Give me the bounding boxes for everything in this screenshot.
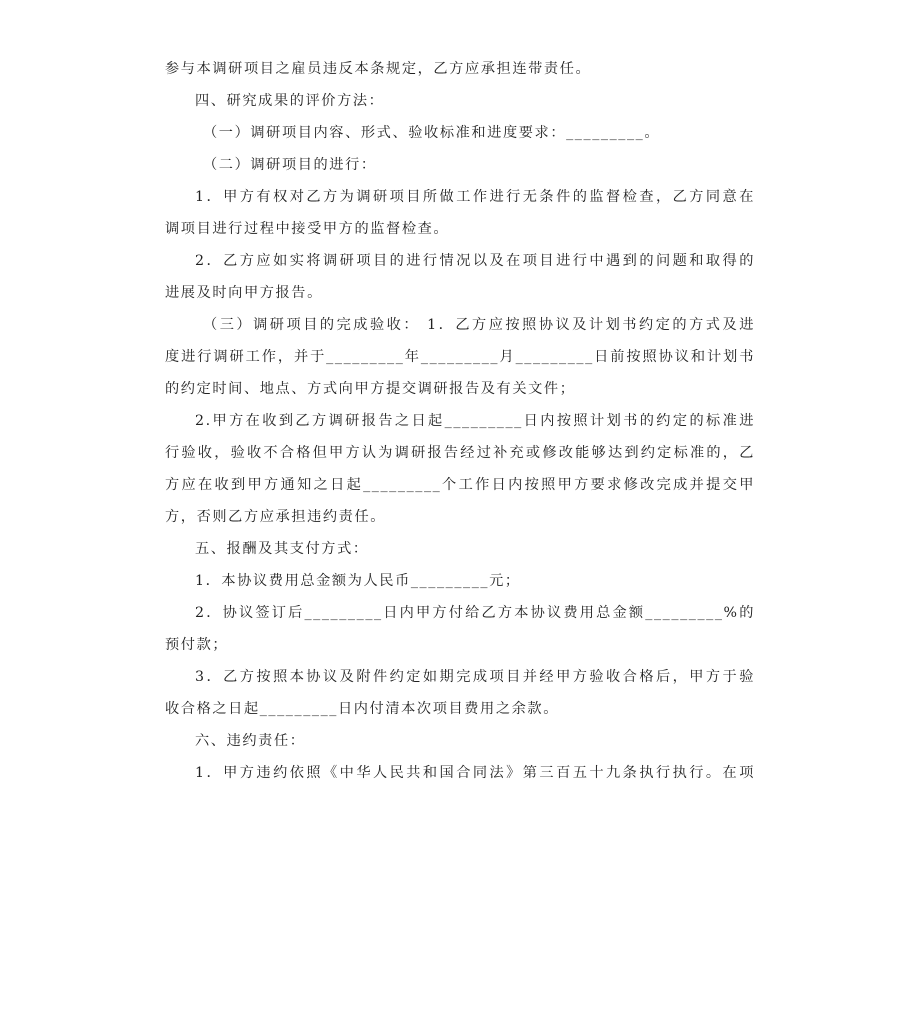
document-page	[165, 53, 755, 789]
section-heading: 四、研究成果的评价方法：	[195, 93, 385, 109]
text-line: 收合格之日起_________日内付清本次项目费用之余款。	[165, 701, 559, 717]
text-line: 方应在收到甲方通知之日起_________个工作日内按照甲方要求修改完成并提交甲	[165, 477, 755, 493]
text-line: 1．本协议费用总金额为人民币_________元；	[195, 573, 521, 589]
text-line: 调项目进行过程中接受甲方的监督检查。	[165, 221, 450, 237]
text-line: 3．乙方按照本协议及附件约定如期完成项目并经甲方验收合格后，甲方于验	[195, 669, 755, 685]
text-line: 参与本调研项目之雇员违反本条规定，乙方应承担连带责任。	[165, 61, 592, 77]
subsection-heading: （一）调研项目内容、形式、验收标准和进度要求：_________。	[203, 125, 661, 141]
text-line: 度进行调研工作，并于_________年_________月_________日前按照协议和计划书	[165, 349, 755, 365]
text-line: 进展及时向甲方报告。	[165, 285, 323, 301]
text-line: 2．乙方应如实将调研项目的进行情况以及在项目进行中遇到的问题和取得的	[195, 253, 755, 269]
text-line: 的约定时间、地点、方式向甲方提交调研报告及有关文件；	[165, 381, 576, 397]
section-heading: 五、报酬及其支付方式：	[195, 541, 369, 557]
text-line: 1．甲方有权对乙方为调研项目所做工作进行无条件的监督检查，乙方同意在	[195, 189, 755, 205]
text-line: 行验收，验收不合格但甲方认为调研报告经过补充或修改能够达到约定标准的，乙	[165, 445, 755, 461]
text-line: 方，否则乙方应承担违约责任。	[165, 509, 387, 525]
text-line: 1．甲方违约依照《中华人民共和国合同法》第三百五十九条执行执行。在项	[195, 765, 755, 781]
text-line: 2．协议签订后_________日内甲方付给乙方本协议费用总金额_________%的	[195, 605, 755, 621]
subsection-heading: （二）调研项目的进行：	[203, 157, 377, 173]
subsection-heading: （三）调研项目的完成验收： 1．乙方应按照协议及计划书约定的方式及进	[203, 317, 755, 333]
text-line: 2.甲方在收到乙方调研报告之日起_________日内按照计划书的约定的标准进	[195, 413, 755, 429]
section-heading: 六、违约责任：	[195, 733, 306, 749]
text-line: 预付款；	[165, 637, 229, 653]
